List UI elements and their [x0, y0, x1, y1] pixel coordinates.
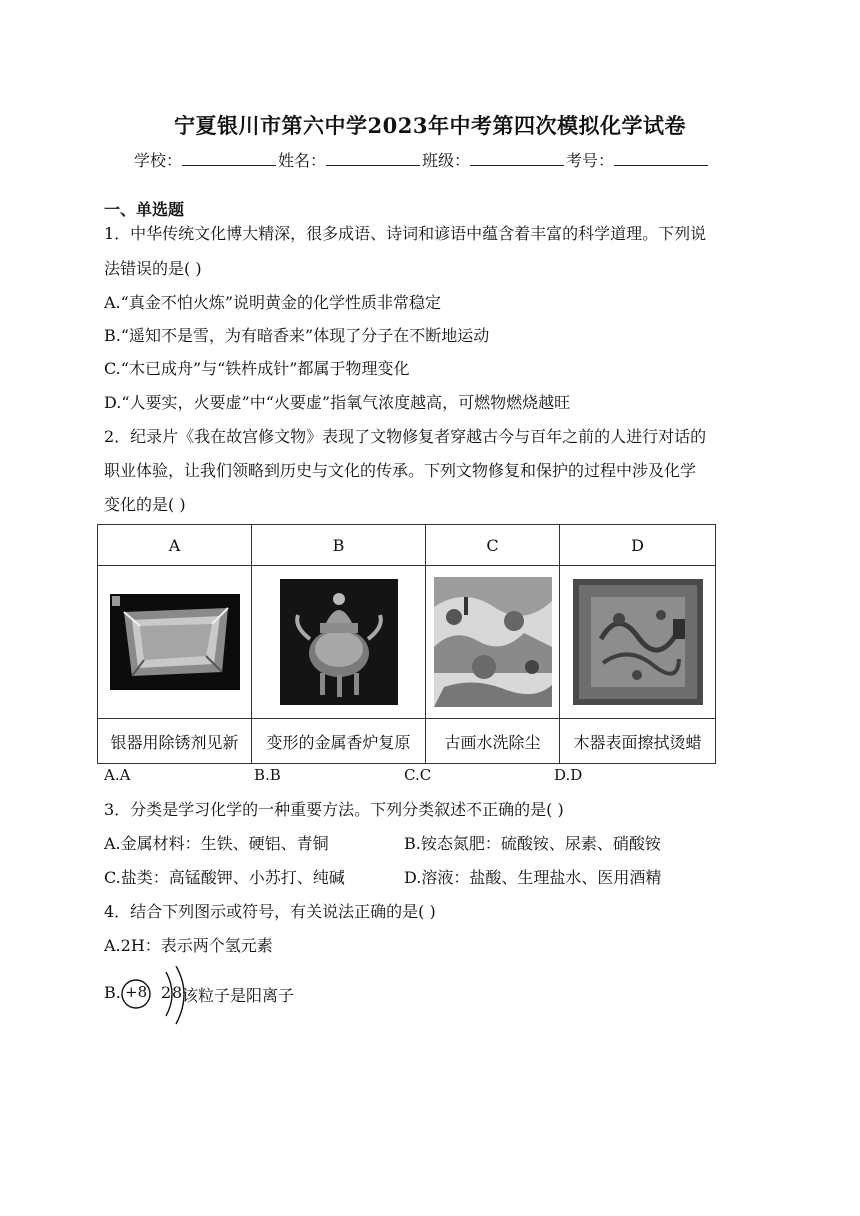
section-heading: 一、单选题 — [104, 200, 185, 219]
q1-option-c: C.“木已成舟”与“铁杵成针”都属于物理变化 — [104, 359, 410, 378]
caption-a: 银器用除锈剂见新 — [98, 719, 252, 764]
q4-option-a: A.2H：表示两个氢元素 — [104, 936, 273, 955]
exam-no-blank[interactable] — [614, 151, 708, 166]
q3-stem: 3．分类是学习化学的一种重要方法。下列分类叙述不正确的是( ) — [104, 800, 564, 819]
col-header-c: C — [426, 525, 560, 566]
q4-option-b-text: 该粒子是阳离子 — [182, 986, 295, 1005]
silver-vessel-image — [110, 594, 240, 690]
q3-option-c: C.盐类：高锰酸钾、小苏打、纯碱 — [104, 868, 345, 887]
q2-option-a: A.A — [104, 766, 131, 784]
q1-stem-line1: 1．中华传统文化博大精深，很多成语、诗词和谚语中蕴含着丰富的科学道理。下列说 — [104, 224, 707, 243]
q4-stem: 4．结合下列图示或符号，有关说法正确的是( ) — [104, 902, 436, 921]
caption-d: 木器表面擦拭烫蜡 — [560, 719, 716, 764]
q3-option-b: B.铵态氮肥：硫酸铵、尿素、硝酸铵 — [404, 834, 661, 853]
exam-title: 宁夏银川市第六中学2023年中考第四次模拟化学试卷 — [174, 113, 686, 138]
image-cell-c — [426, 566, 560, 719]
q3-option-a: A.金属材料：生铁、硬铝、青铜 — [104, 834, 329, 853]
q2-stem-line2: 职业体验，让我们领略到历史与文化的传承。下列文物修复和保护的过程中涉及化学 — [104, 461, 697, 480]
relic-table — [97, 524, 716, 764]
q1-option-d: D.“人要实，火要虚”中“火要虚”指氧气浓度越高，可燃物燃烧越旺 — [104, 393, 571, 412]
image-cell-a — [98, 566, 252, 719]
atom-shell2-electrons: 8 — [172, 983, 183, 1002]
atom-nucleus-charge: +8 — [125, 983, 148, 1001]
col-header-a: A — [98, 525, 252, 566]
carved-wood-panel-image — [573, 579, 703, 705]
school-blank[interactable] — [182, 151, 276, 166]
name-label: 姓名： — [278, 151, 327, 170]
class-label: 班级： — [422, 151, 471, 170]
image-cell-d — [560, 566, 716, 719]
q2-option-b: B.B — [254, 766, 281, 784]
ancient-painting-image — [434, 577, 552, 707]
q4-option-b-prefix: B. — [104, 983, 121, 1002]
q2-option-c: C.C — [404, 766, 432, 784]
class-blank[interactable] — [470, 151, 564, 166]
q1-stem-line2: 法错误的是( ) — [104, 259, 202, 278]
col-header-d: D — [560, 525, 716, 566]
q2-stem-line1: 2．纪录片《我在故宫修文物》表现了文物修复者穿越古今与百年之前的人进行对话的 — [104, 427, 707, 446]
atom-shell1-electrons: 2 — [161, 983, 172, 1002]
col-header-b: B — [252, 525, 426, 566]
caption-b: 变形的金属香炉复原 — [252, 719, 426, 764]
q4-option-b — [104, 966, 324, 1026]
q3-option-d: D.溶液：盐酸、生理盐水、医用酒精 — [404, 868, 662, 887]
bronze-censer-image — [280, 579, 398, 705]
q2-option-d: D.D — [554, 766, 583, 784]
image-cell-b — [252, 566, 426, 719]
school-label: 学校： — [134, 151, 183, 170]
q2-stem-line3: 变化的是( ) — [104, 495, 186, 514]
q1-option-b: B.“遥知不是雪，为有暗香来”体现了分子在不断地运动 — [104, 326, 490, 345]
name-blank[interactable] — [326, 151, 420, 166]
student-info-line — [134, 148, 710, 171]
q1-option-a: A.“真金不怕火炼”说明黄金的化学性质非常稳定 — [104, 293, 442, 312]
caption-c: 古画水洗除尘 — [426, 719, 560, 764]
exam-no-label: 考号： — [566, 151, 615, 170]
